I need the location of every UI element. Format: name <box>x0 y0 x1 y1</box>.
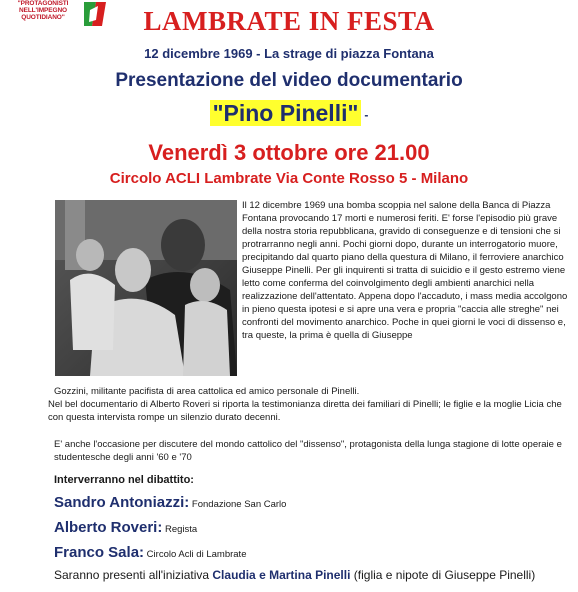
film-title-row <box>0 100 578 127</box>
family-photo <box>55 200 237 376</box>
story-paragraph-continued: Gozzini, militante pacifista di area cattolica ed amico personale di Pinelli. <box>54 386 360 397</box>
title-dash: - <box>364 107 369 122</box>
documentary-paragraph: Nel bel documentario di Alberto Roveri si riporta la testimonianza diretta dei familiari di Pinelli; le figlie e la moglie Licia che con questa intervista rompe un silenzio durato decenni. <box>48 399 562 423</box>
speaker-separator: : <box>184 494 190 511</box>
speaker-role: Fondazione San Carlo <box>189 499 287 510</box>
presentation-line: Presentazione del video documentario <box>115 70 463 91</box>
story-paragraph: Il 12 dicembre 1969 una bomba scoppia nel salone della Banca di Piazza Fontana provocando 17 morti e numerosi feriti. E' forse l'episodio più grave della nostra storia repubblicana, gravido di conseguenze e di tensioni che si protrarranno negli anni. Pochi giorni dopo, durante un interrogatorio muore, precipitando dal quarto piano della questura di Milano, il ferroviere anarchico Giuseppe Pinelli. Per gli inquirenti si tratta di suicidio e il gesto estremo viene letto come conferma del coinvolgimento degli ambienti anarchici nella realizzazione dell'attentato. Appena dopo l'accaduto, i mass media accolgono in pieno questa ipotesi e si apre una vera e propria "caccia alle streghe" nei confronti del movimento anarchico. Poche in quei giorni le voci di dissenso e, tra queste, la prima è quella di Giuseppe <box>242 200 568 341</box>
speaker-item <box>54 494 286 512</box>
speaker-role: Regista <box>162 524 198 535</box>
closing-note <box>54 568 535 582</box>
closing-suffix: (figlia e nipote di Giuseppe Pinelli) <box>350 568 536 582</box>
speaker-item <box>54 544 246 562</box>
closing-prefix: Saranno presenti all'iniziativa <box>54 568 213 582</box>
speaker-separator: : <box>157 519 163 536</box>
logo-slogan: "PROTAGONISTI NELL'IMPEGNO QUOTIDIANO" <box>17 0 69 22</box>
speaker-role: Circolo Acli di Lambrate <box>144 549 247 560</box>
closing-names: Claudia e Martina Pinelli <box>212 568 351 582</box>
dissent-paragraph: E' anche l'occasione per discutere del mondo cattolico del "dissenso", protagonista della lunga stagione di lotte operaie e studentesche degli anni '60 e '70 <box>54 439 562 463</box>
film-title: "Pino Pinelli" <box>210 100 362 126</box>
speaker-name: Sandro Antoniazzi <box>54 494 185 511</box>
event-venue: Circolo ACLI Lambrate Via Conte Rosso 5 - Milano <box>109 170 469 187</box>
speaker-separator: : <box>139 544 145 561</box>
event-datetime: Venerdì 3 ottobre ore 21.00 <box>148 140 430 165</box>
speaker-item <box>54 519 197 537</box>
speaker-name: Franco Sala <box>54 544 140 561</box>
page-title: LAMBRATE IN FESTA <box>143 6 435 36</box>
event-subtitle: 12 dicembre 1969 - La strage di piazza Fontana <box>144 46 434 61</box>
debate-heading: Interverranno nel dibattito: <box>54 474 194 486</box>
speaker-name: Alberto Roveri <box>54 519 158 536</box>
